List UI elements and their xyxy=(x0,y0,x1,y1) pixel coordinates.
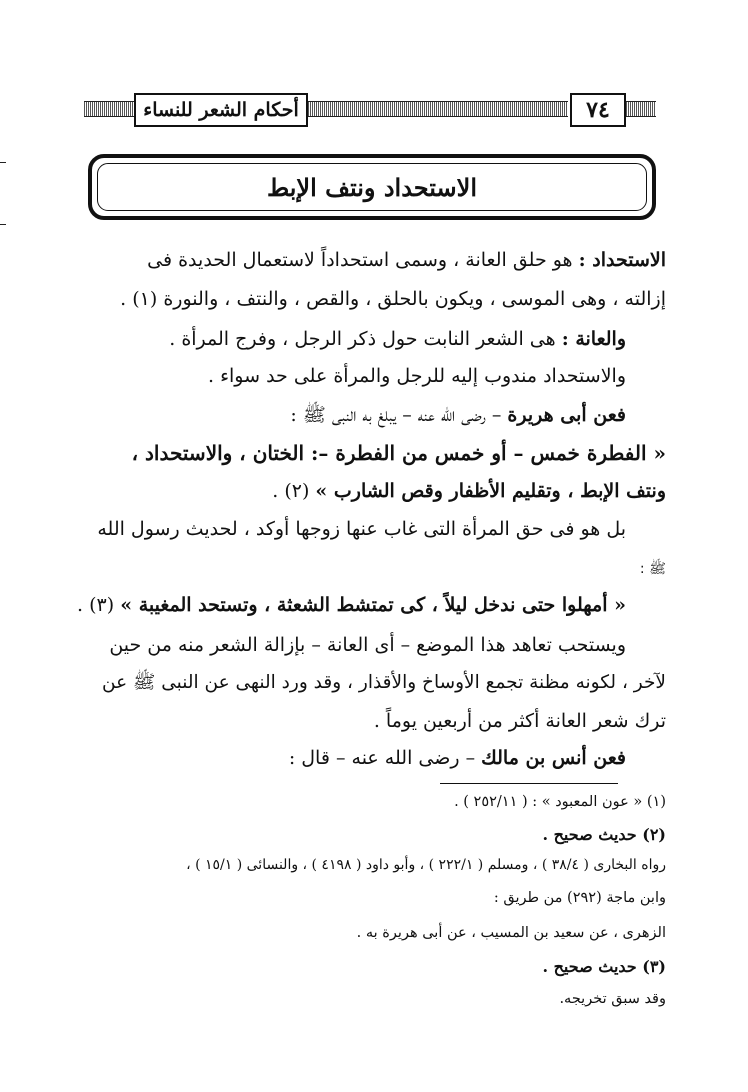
hadith-line xyxy=(272,480,666,502)
paragraph-line xyxy=(120,288,666,310)
hadith-text: ونتف الإبط ، وتقليم الأظفار وقص الشارب » xyxy=(315,480,666,502)
footnote-separator xyxy=(440,783,618,784)
scan-edge-mark xyxy=(0,162,6,163)
text-run: ﷺ : xyxy=(639,561,666,577)
text-run: – رضى الله عنه – قال : xyxy=(288,747,482,769)
text-run: إزالته ، وهى الموسى ، ويكون بالحلق ، والقص ، والنتف ، والنورة (١) . xyxy=(120,288,666,310)
paragraph-line xyxy=(290,403,626,431)
hadith-line xyxy=(77,594,626,616)
header-ornament xyxy=(84,101,134,117)
header-ornament xyxy=(624,101,656,117)
text-run: ويستحب تعاهد هذا الموضع – أى العانة – بإزالة الشعر منه من حين xyxy=(109,634,626,656)
footnote: وقد سبق تخريجه. xyxy=(559,991,666,1007)
paragraph-line xyxy=(374,710,666,732)
header-ornament xyxy=(306,101,568,117)
text-run: (٢) . xyxy=(272,480,316,502)
paragraph-line xyxy=(169,328,626,350)
term: الاستحداد : xyxy=(578,249,666,271)
paragraph-line xyxy=(208,365,626,387)
chapter-banner xyxy=(88,154,656,220)
book-title: أحكام الشعر للنساء xyxy=(134,93,308,127)
paragraph-line xyxy=(640,556,666,580)
footnote: وابن ماجة (٢٩٢) من طريق : xyxy=(493,890,666,906)
term: والعانة : xyxy=(561,328,626,350)
footnote: الزهرى ، عن سعيد بن المسيب ، عن أبى هريرة به . xyxy=(356,925,666,941)
hadith-text: « الفطرة خمس – أو خمس من الفطرة –: الختان ، والاستحداد ، xyxy=(131,441,666,465)
paragraph-line xyxy=(147,249,666,271)
text-run: هى الشعر النابت حول ذكر الرجل ، وفرج المرأة . xyxy=(169,328,562,350)
footnote: رواه البخارى ( ٣٨/٤ ) ، ومسلم ( ٢٢٢/١ ) ، وأبو داود ( ٤١٩٨ ) ، والنسائى ( ١٥/١ ) ، xyxy=(186,857,666,873)
paragraph-line xyxy=(289,747,626,769)
text-run: والاستحداد مندوب إليه للرجل والمرأة على حد سواء . xyxy=(208,365,626,387)
text-run: هو حلق العانة ، وسمى استحداداً لاستعمال الحديدة فى xyxy=(147,249,579,271)
narrator: فعن أبى هريرة xyxy=(507,404,626,426)
text-run: – رضى الله عنه – يبلغ به النبى ﷺ : xyxy=(290,404,508,426)
scan-edge-mark xyxy=(0,224,6,225)
footnote-heading: (٣) حديث صحيح . xyxy=(542,957,666,976)
text-run: ترك شعر العانة أكثر من أربعين يوماً . xyxy=(373,710,666,732)
text-run: (٣) . xyxy=(77,594,121,616)
paragraph-line xyxy=(109,634,626,656)
text-run: لآخر ، لكونه مظنة تجمع الأوساخ والأقذار ، وقد ورد النهى عن النبى ﷺ عن xyxy=(102,672,666,693)
running-header xyxy=(84,93,656,125)
paragraph-line xyxy=(97,518,626,540)
text-run: بل هو فى حق المرأة التى غاب عنها زوجها أوكد ، لحديث رسول الله xyxy=(97,518,626,540)
chapter-title: الاستحداد ونتف الإبط xyxy=(97,163,647,211)
narrator: فعن أنس بن مالك xyxy=(481,747,626,769)
hadith-text: « أمهلوا حتى ندخل ليلاً ، كى تمتشط الشعثة ، وتستحد المغيبة » xyxy=(120,594,626,616)
page-number: ٧٤ xyxy=(570,93,626,127)
footnote-heading: (٢) حديث صحيح . xyxy=(542,825,666,844)
hadith-line xyxy=(132,441,666,465)
paragraph-line xyxy=(102,672,666,698)
footnote: (١) « عون المعبود » : ( ٢٥٢/١١ ) . xyxy=(454,794,666,810)
